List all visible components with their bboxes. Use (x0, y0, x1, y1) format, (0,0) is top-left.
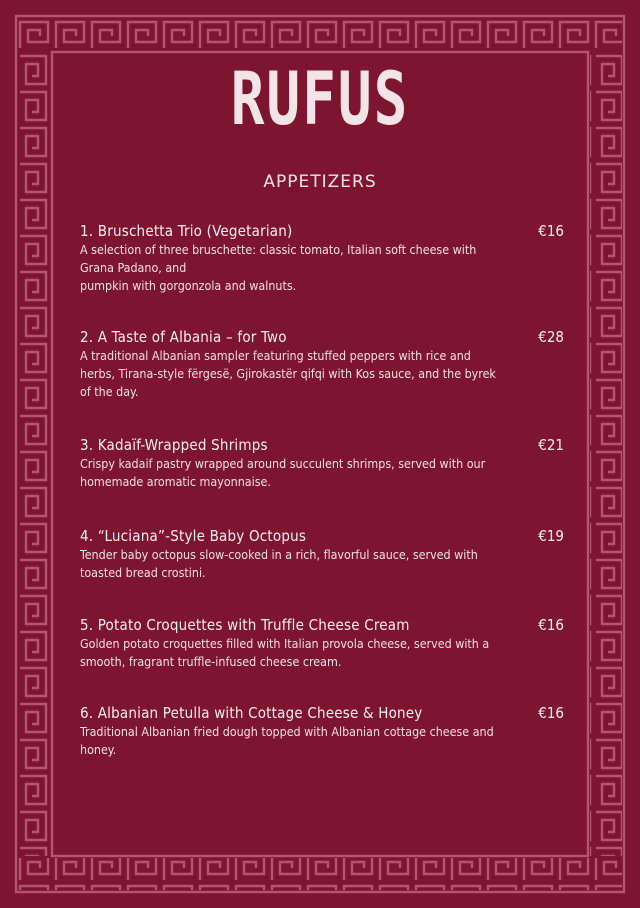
menu-item (80, 527, 566, 582)
item-name: 3. Kadaïf-Wrapped Shrimps (80, 436, 268, 454)
item-price: €21 (538, 436, 564, 454)
menu-item (80, 222, 566, 295)
item-description: Traditional Albanian fried dough topped with Albanian cottage cheese and honey. (80, 724, 494, 757)
menu-item (80, 704, 566, 759)
section-title: APPETIZERS (263, 172, 377, 192)
item-name: 1. Bruschetta Trio (Vegetarian) (80, 222, 293, 240)
item-description: Tender baby octopus slow-cooked in a rich, flavorful sauce, served with toasted bread crostini. (80, 547, 478, 580)
item-name: 2. A Taste of Albania – for Two (80, 328, 287, 346)
item-name: 6. Albanian Petulla with Cottage Cheese & Honey (80, 704, 423, 722)
menu-items-list (80, 222, 566, 759)
item-name: 5. Potato Croquettes with Truffle Cheese Cream (80, 616, 410, 634)
menu-item (80, 328, 566, 401)
restaurant-logo: RUFUS (230, 57, 410, 142)
item-price: €28 (538, 328, 564, 346)
item-price: €16 (538, 222, 564, 240)
item-description: Crispy kadaif pastry wrapped around succulent shrimps, served with our homemade aromatic mayonnaise. (80, 456, 486, 489)
item-description: Golden potato croquettes filled with Italian provola cheese, served with a smooth, fragrant truffle-infused cheese cream. (80, 636, 490, 669)
item-price: €16 (538, 616, 564, 634)
item-price: €16 (538, 704, 564, 722)
item-description: A traditional Albanian sampler featuring stuffed peppers with rice and herbs, Tirana-style fërgesë, Gjirokastër qifqi with Kos sauce, and the byrek of the day. (80, 348, 496, 399)
item-name: 4. “Luciana”-Style Baby Octopus (80, 527, 307, 545)
menu-item (80, 436, 566, 491)
item-description: A selection of three bruschette: classic tomato, Italian soft cheese with Grana Padano, and pumpkin with gorgonzola and walnuts. (80, 242, 477, 293)
menu-item (80, 616, 566, 671)
item-price: €19 (538, 527, 564, 545)
